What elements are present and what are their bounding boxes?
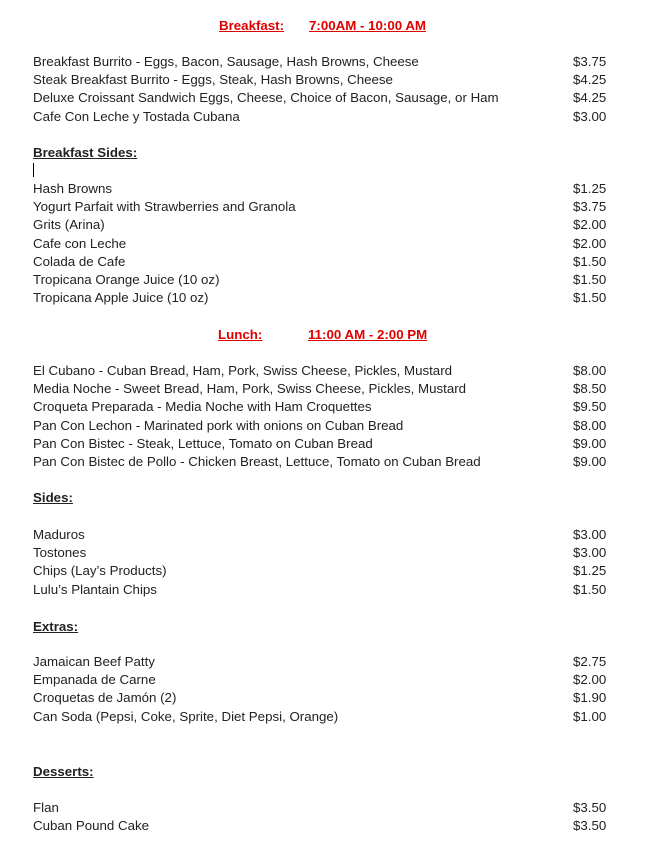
sides-heading: Sides: <box>33 490 73 505</box>
menu-item-name: Grits (Arina) <box>33 217 105 232</box>
menu-item-name: Cuban Pound Cake <box>33 818 150 833</box>
menu-item-name: Jamaican Beef Patty <box>33 654 155 669</box>
menu-item-price: $2.00 <box>573 672 607 687</box>
menu-item-name: Croqueta Preparada - Media Noche with Ham Croquettes <box>33 399 372 414</box>
menu-item-name: Tropicana Orange Juice (10 oz) <box>33 272 220 287</box>
menu-item-price: $8.50 <box>573 381 607 396</box>
extras-heading: Extras: <box>33 619 79 634</box>
desserts-heading: Desserts: <box>33 764 94 779</box>
menu-item-price: $9.50 <box>573 399 607 414</box>
menu-item-name: Maduros <box>33 527 85 542</box>
menu-item-price: $9.00 <box>573 436 607 451</box>
menu-item-price: $8.00 <box>573 363 607 378</box>
menu-item-name: Pan Con Bistec - Steak, Lettuce, Tomato on Cuban Bread <box>33 436 373 451</box>
menu-item-name: Pan Con Bistec de Pollo - Chicken Breast, Lettuce, Tomato on Cuban Bread <box>33 454 481 469</box>
menu-item-name: Can Soda (Pepsi, Coke, Sprite, Diet Pepsi, Orange) <box>33 709 339 724</box>
menu-item-name: Lulu’s Plantain Chips <box>33 582 157 597</box>
menu-item-name: Yogurt Parfait with Strawberries and Granola <box>33 199 296 214</box>
menu-item-price: $3.75 <box>573 199 607 214</box>
text-cursor <box>33 163 34 177</box>
menu-item-name: El Cubano - Cuban Bread, Ham, Pork, Swiss Cheese, Pickles, Mustard <box>33 363 453 378</box>
menu-item-price: $1.00 <box>573 709 607 724</box>
lunch-heading: Lunch: <box>218 327 263 342</box>
menu-item-price: $4.25 <box>573 72 607 87</box>
menu-item-price: $1.25 <box>573 563 607 578</box>
menu-item-price: $1.50 <box>573 582 607 597</box>
menu-item-price: $4.25 <box>573 90 607 105</box>
menu-item-price: $2.75 <box>573 654 607 669</box>
menu-item-price: $3.50 <box>573 818 607 833</box>
menu-item-price: $9.00 <box>573 454 607 469</box>
menu-item-name: Croquetas de Jamón (2) <box>33 690 177 705</box>
menu-item-price: $3.00 <box>573 527 607 542</box>
menu-item-name: Pan Con Lechon - Marinated pork with onions on Cuban Bread <box>33 418 404 433</box>
menu-item-name: Tropicana Apple Juice (10 oz) <box>33 290 209 305</box>
menu-item-name: Flan <box>33 800 59 815</box>
menu-item-name: Deluxe Croissant Sandwich Eggs, Cheese, Choice of Bacon, Sausage, or Ham <box>33 90 499 105</box>
menu-item-price: $3.50 <box>573 800 607 815</box>
menu-item-price: $3.00 <box>573 109 607 124</box>
menu-item-name: Cafe con Leche <box>33 236 127 251</box>
breakfast-hours: 7:00AM - 10:00 AM <box>309 18 426 33</box>
menu-item-name: Breakfast Burrito - Eggs, Bacon, Sausage, Hash Browns, Cheese <box>33 54 419 69</box>
menu-item-price: $3.00 <box>573 545 607 560</box>
menu-item-name: Hash Browns <box>33 181 113 196</box>
menu-item-price: $8.00 <box>573 418 607 433</box>
breakfast-heading: Breakfast: <box>219 18 285 33</box>
menu-item-name: Tostones <box>33 545 87 560</box>
menu-item-price: $3.75 <box>573 54 607 69</box>
menu-item-name: Steak Breakfast Burrito - Eggs, Steak, Hash Browns, Cheese <box>33 72 393 87</box>
menu-item-name: Empanada de Carne <box>33 672 156 687</box>
menu-item-price: $2.00 <box>573 217 607 232</box>
menu-item-price: $1.50 <box>573 254 607 269</box>
menu-item-price: $2.00 <box>573 236 607 251</box>
menu-item-name: Cafe Con Leche y Tostada Cubana <box>33 109 240 124</box>
menu-item-name: Colada de Cafe <box>33 254 126 269</box>
menu-item-name: Chips (Lay’s Products) <box>33 563 167 578</box>
menu-item-price: $1.90 <box>573 690 607 705</box>
menu-item-price: $1.50 <box>573 290 607 305</box>
menu-item-price: $1.25 <box>573 181 607 196</box>
menu-item-name: Media Noche - Sweet Bread, Ham, Pork, Swiss Cheese, Pickles, Mustard <box>33 381 467 396</box>
breakfast-sides-heading: Breakfast Sides: <box>33 145 138 160</box>
lunch-hours: 11:00 AM - 2:00 PM <box>308 327 428 342</box>
menu-item-price: $1.50 <box>573 272 607 287</box>
